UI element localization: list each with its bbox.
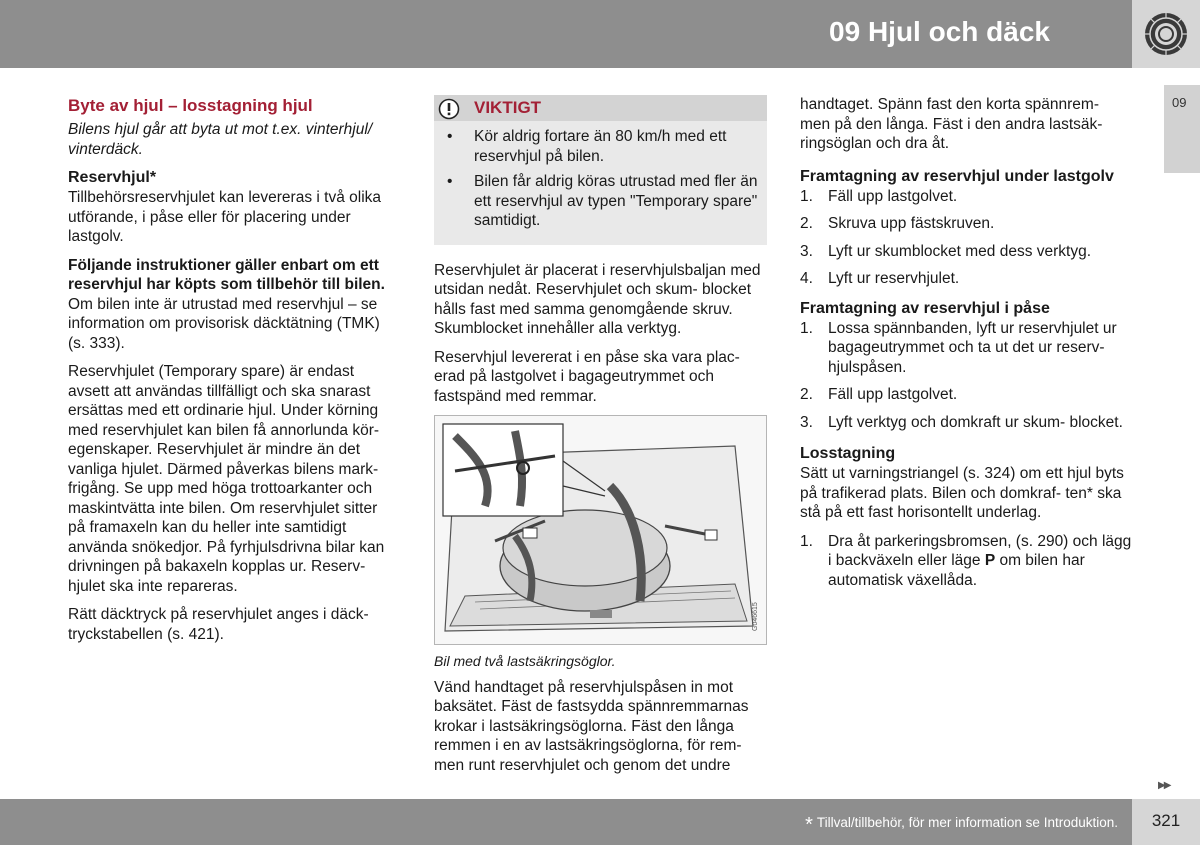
paragraph: Reservhjulet är placerat i reservhjulsbaljan med utsidan nedåt. Reservhjulet och skum- blocket hålls fast med samma genomgående skruv. Skumblocket innehåller alla verktyg.: [434, 261, 761, 337]
page-number-box: [1132, 799, 1200, 845]
figure-code: G046615: [752, 602, 759, 631]
paragraph: handtaget. Spänn fast den korta spännrem- men på den långa. Fäst i den andra lastsäk- ringsöglan och dra åt.: [800, 96, 1103, 152]
warning-icon: [438, 98, 460, 120]
chapter-tab-label: 09: [1172, 95, 1187, 110]
chapter-header-bar: [0, 0, 1132, 68]
warning-box: [434, 95, 767, 245]
chapter-tab[interactable]: [1164, 85, 1200, 173]
warning-item: • Kör aldrig fortare än 80 km/h med ett reservhjul på bilen.: [434, 127, 767, 166]
paragraph: Följande instruktioner gäller enbart om ett reservhjul har köpts som tillbehör till bilen. Om bilen inte är utrustad med reservhjul – se information om provisorisk däcktätning (TMK) (s. 333).: [68, 256, 385, 352]
bold-notice: Följande instruktioner gäller enbart om ett reservhjul har köpts som tillbehör till bilen.: [68, 256, 385, 293]
pase-steps: [800, 319, 1133, 433]
step-item: 1. Lossa spännbanden, lyft ur reservhjulet ur bagageutrymmet och ta ut det ur reserv- hjulspåsen.: [800, 319, 1117, 376]
section-title: Byte av hjul – losstagning hjul: [68, 96, 313, 115]
chapter-icon-box: [1132, 0, 1200, 68]
paragraph: Tillbehörsreservhjulet kan levereras i två olika utförande, i påse eller för placering under lastgolv.: [68, 189, 382, 245]
paragraph: Reservhjulet (Temporary spare) är endast avsett att användas tillfälligt och ska snarast ersättas med ett ordinarie hjul. Under körning med reservhjulet kan bilen få annorlunda kör- egenskaper. Reservhjulet är mindre än det vanliga hjulet. Därmed påverkas bilens mark- frigång. Se upp med höga trottoarkanter och maskintvätta inte bilen. Om reservhjulet sitter på framaxeln kan du heller inte samtidigt använda snökedjor. På fyrhjulsdrivna bilar kan drivningen på bakaxeln kopplas ur. Reserv- hjulet ska inte repareras.: [68, 363, 385, 595]
right-column: [800, 95, 1133, 598]
warning-item: • Bilen får aldrig köras utrustad med fler än ett reservhjul av typen "Temporary spare" samtidigt.: [434, 172, 767, 231]
trunk-illustration: [435, 416, 766, 644]
intro-text: Bilens hjul går att byta ut mot t.ex. vinterhjul/ vinterdäck.: [68, 121, 373, 158]
footer-bar: [0, 799, 1132, 845]
under-lastgolv-steps: [800, 187, 1133, 289]
step-item: 3. Lyft ur skumblocket med dess verktyg.: [800, 242, 1092, 260]
warning-list: [434, 127, 767, 231]
page-number: 321: [1151, 811, 1181, 830]
paragraph: Sätt ut varningstriangel (s. 324) om ett hjul byts på trafikerad plats. Bilen och domkraf- ten* ska stå på ett fast horisontellt underlag.: [800, 465, 1124, 521]
figure-caption: Bil med två lastsäkringsöglor.: [434, 653, 616, 669]
paragraph: Vänd handtaget på reservhjulspåsen in mot baksätet. Fäst de fastsydda spännremmarnas krokar i lastsäkringsöglorna. Fäst den långa remmen i en av lastsäkringsöglorna, för rem- men runt reservhjulet och genom det undre: [434, 678, 749, 774]
paragraph: Reservhjul levererat i en påse ska vara plac- erad på lastgolvet i bagageutrymmet och fastspänd med remmar.: [434, 348, 740, 405]
middle-column: [434, 95, 767, 775]
step-item: 2. Fäll upp lastgolvet.: [800, 386, 958, 403]
warning-header: [434, 95, 767, 121]
footnote: * Tillval/tillbehör, för mer information se Introduktion.: [805, 814, 1118, 836]
step-item: 2. Skruva upp fästskruven.: [800, 215, 995, 232]
step-item: 3. Lyft verktyg och domkraft ur skum- blocket.: [800, 413, 1123, 431]
chapter-title: 09 Hjul och däck: [829, 16, 1050, 47]
losstagning-steps: [800, 532, 1133, 591]
step-item: 4. Lyft ur reservhjulet.: [800, 270, 960, 287]
tire-icon: [1142, 10, 1190, 58]
warning-title: VIKTIGT: [474, 98, 542, 117]
spare-wheel-figure: [434, 415, 767, 645]
next-page-arrow-icon[interactable]: ▶▶: [1158, 780, 1170, 791]
losstagning-heading: Losstagning: [800, 445, 896, 462]
under-lastgolv-heading: Framtagning av reservhjul under lastgolv: [800, 167, 1114, 185]
paragraph: Rätt däcktryck på reservhjulet anges i däck- tryckstabellen (s. 421).: [68, 606, 369, 643]
left-column: [68, 95, 398, 644]
pase-heading: Framtagning av reservhjul i påse: [800, 299, 1050, 317]
step-item: 1. Fäll upp lastgolvet.: [800, 187, 958, 205]
step-item: 1. Dra åt parkeringsbromsen, (s. 290) och lägg i backväxeln eller läge P om bilen har automatisk växellåda.: [800, 532, 1132, 589]
reservhjul-heading: Reservhjul*: [68, 169, 157, 186]
